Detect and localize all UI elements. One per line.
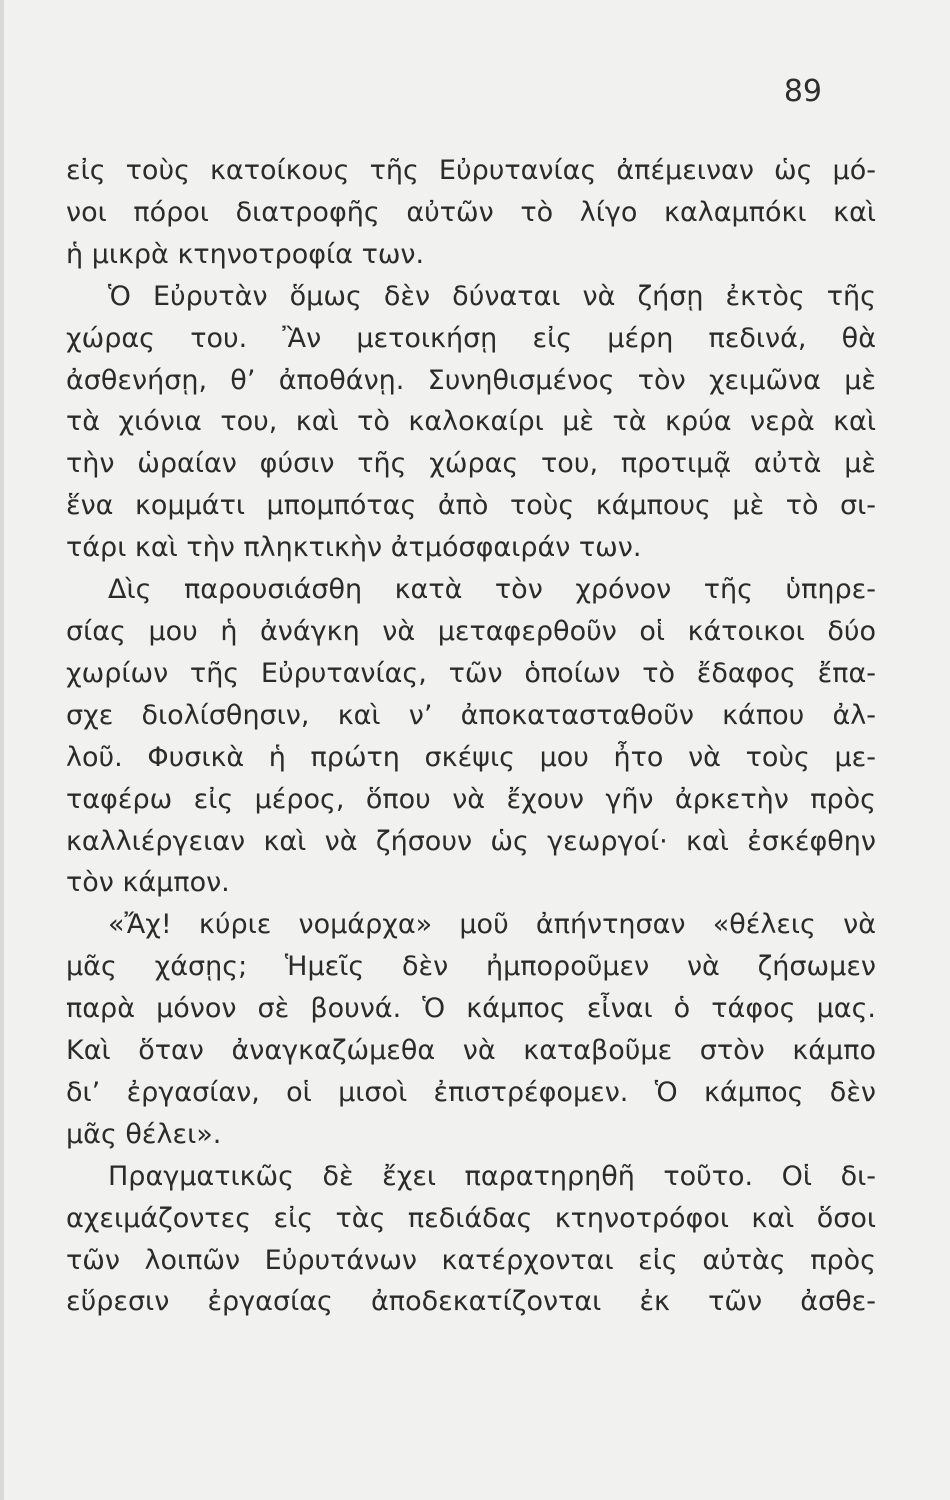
text-line: σίας μου ἡ ἀνάγκη νὰ μεταφερθοῦν οἱ κάτοικοι δύο [66,615,876,647]
text-line: Καὶ ὅταν ἀναγκαζώμεθα νὰ καταβοῦμε στὸν κάμπο [66,1035,876,1067]
text-line: ἕνα κομμάτι μπομπότας ἀπὸ τοὺς κάμπους μὲ τὸ σι- [66,490,876,522]
text-line: μᾶς θέλει». [66,1118,222,1150]
text-line: ταφέρω εἰς μέρος, ὅπου νὰ ἔχουν γῆν ἀρκετὴν πρὸς [66,783,876,815]
text-line: Δὶς παρουσιάσθη κατὰ τὸν χρόνον τῆς ὑπηρε- [108,574,876,606]
text-line: τὴν ὡραίαν φύσιν τῆς χώρας του, προτιμᾷ αὐτὰ μὲ [66,448,876,480]
text-line: μᾶς χάσῃς; Ἡμεῖς δὲν ἠμποροῦμεν νὰ ζήσωμεν [66,951,876,983]
text-line: παρὰ μόνον σὲ βουνά. Ὁ κάμπος εἶναι ὁ τάφος μας. [66,993,876,1025]
text-line: λοῦ. Φυσικὰ ἡ πρώτη σκέψις μου ἦτο νὰ τοὺς με- [66,741,876,773]
text-line: Πραγματικῶς δὲ ἔχει παρατηρηθῆ τοῦτο. Οἱ δι- [108,1160,876,1192]
text-line: εἰς τοὺς κατοίκους τῆς Εὐρυτανίας ἀπέμειναν ὡς μό- [66,155,876,186]
text-line: Ὁ Εὐρυτὰν ὅμως δὲν δύναται νὰ ζήσῃ ἐκτὸς τῆς [108,280,876,312]
text-line: εὕρεσιν ἐργασίας ἀποδεκατίζονται ἐκ τῶν ἀσθε- [66,1286,876,1318]
text-line: «Ἄχ! κύριε νομάρχα» μοῦ ἀπήντησαν «θέλεις νὰ [108,909,876,941]
text-line: νοι πόροι διατροφῆς αὐτῶν τὸ λίγο καλαμπόκι καὶ [66,196,876,228]
text-line: χώρας του. Ἂν μετοικήσῃ εἰς μέρη πεδινά, θὰ [66,322,876,354]
text-line: αχειμάζοντες εἰς τὰς πεδιάδας κτηνοτρόφοι καὶ ὅσοι [66,1202,876,1234]
text-line: σχε διολίσθησιν, καὶ ν’ ἀποκατασταθοῦν κάπου ἀλ- [66,699,876,731]
text-line: ἀσθενήσῃ, θ’ ἀποθάνῃ. Συνηθισμένος τὸν χειμῶνα μὲ [66,364,876,396]
text-line: δι’ ἐργασίαν, οἱ μισοὶ ἐπιστρέφομεν. Ὁ κάμπος δὲν [66,1076,876,1108]
text-line: καλλιέργειαν καὶ νὰ ζήσουν ὡς γεωργοί· καὶ ἐσκέφθην [66,825,876,857]
text-line: χωρίων τῆς Εὐρυτανίας, τῶν ὁποίων τὸ ἔδαφος ἔπα- [66,657,876,689]
text-line: ἡ μικρὰ κτηνοτροφία των. [66,238,425,270]
text-line: τὰ χιόνια του, καὶ τὸ καλοκαίρι μὲ τὰ κρύα νερὰ καὶ [66,406,876,438]
text-line: τῶν λοιπῶν Εὐρυτάνων κατέρχονται εἰς αὐτὰς πρὸς [66,1244,876,1276]
body-text [66,150,876,1323]
text-line: τάρι καὶ τὴν πληκτικὴν ἀτμόσφαιράν των. [66,532,642,564]
text-line: τὸν κάμπον. [66,867,230,899]
page-number: 89 [783,74,822,109]
